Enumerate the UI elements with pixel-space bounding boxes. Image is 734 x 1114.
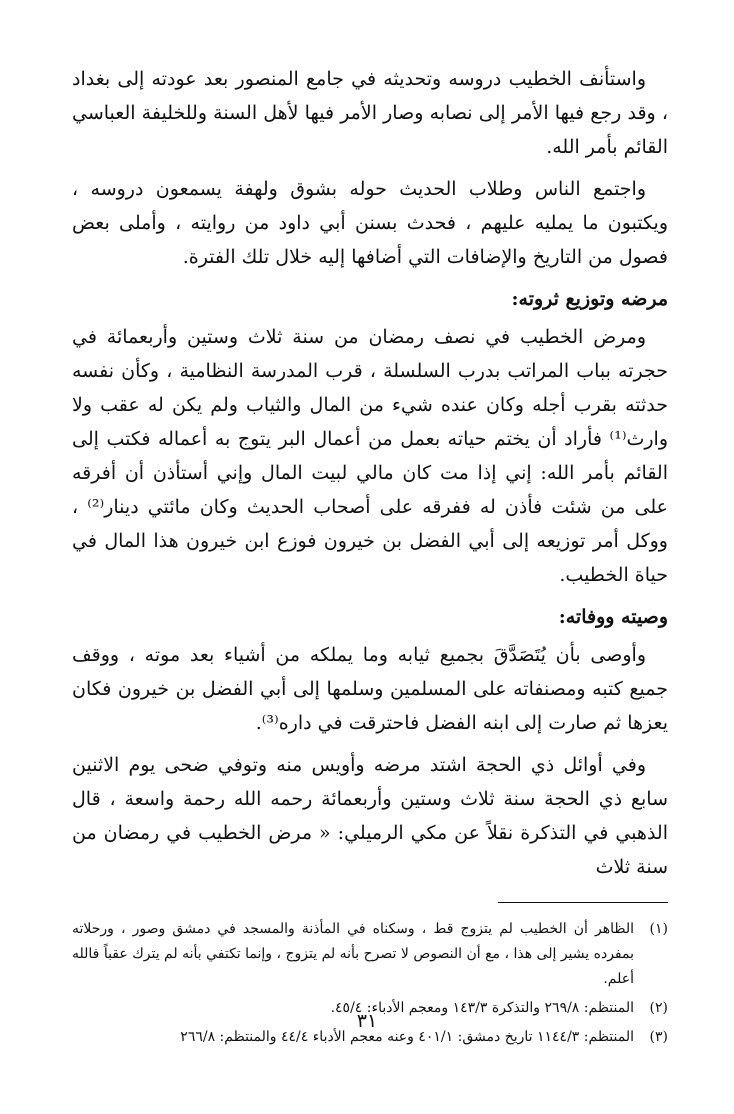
section-heading-will-death: وصيته ووفاته: — [558, 606, 668, 628]
footnote-text: المنتظم: ١١٤٤/٣ تاريخ دمشق: ٤٠١/١ وعنه معجم الأدباء ٤٤/٤ والمنتظم: ٢٦٦/٨ — [180, 1029, 634, 1045]
paragraph-death: وفي أوائل ذي الحجة اشتد مرضه وأويس منه وتوفي ضحى يوم الاثنين سابع ذي الحجة سنة ثلاث وستين وأربعمائة رحمه الله رحمة واسعة ، قال الذهبي في التذكرة نقلاً عن مكي الرميلي: « مرض الخطيب في رمضان من سنة ثلاث — [72, 754, 668, 878]
page-number: ٣١ — [356, 1010, 378, 1032]
paragraph-will: وأوصى بأن يُتَصَدَّقَ بجميع ثيابه وما يملكه من أشياء بعد موته ، ووقف جميع كتبه ومصنفاته على المسلمين وسلمها إلى أبي الفضل بن خيرون فكان يعزها ثم صارت إلى ابنه الفضل فاحترقت في داره⁽³⁾. — [72, 644, 668, 734]
paragraph-students-gather: واجتمع الناس وطلاب الحديث حوله بشوق ولهفة يسمعون دروسه ، ويكتبون ما يمليه عليهم ، فحدث بسنن أبي داود من روايته ، وأملى بعض فصول من التاريخ والإضافات التي أضافها إليه خلال تلك الفترة. — [72, 178, 668, 268]
footnote-number: (٣) — [649, 1029, 668, 1045]
footnote-number: (١) — [649, 921, 668, 937]
footnote-number: (٢) — [649, 1000, 668, 1016]
footnote-text: الظاهر أن الخطيب لم يتزوج قط ، وسكناه في المأذنة والمسجد في دمشق وصور ، ورحلاته بمفرده يشير إلى هذا ، مع أن النصوص لا تصرح بأنه لم يتزوج ، وإنما تكتفي بأنه لم يترك عقباً فالله أعلم. — [72, 921, 634, 987]
section-heading-illness: مرضه وتوزيع ثروته: — [511, 288, 668, 310]
footnote-text: المنتظم: ٢٦٩/٨ والتذكرة ١٤٣/٣ ومعجم الأدباء: ٤٥/٤. — [330, 1000, 634, 1016]
footnote-separator — [498, 902, 668, 903]
page-content — [72, 62, 668, 1054]
footnote — [72, 917, 668, 992]
paragraph-return-to-baghdad: واستأنف الخطيب دروسه وتحديثه في جامع المنصور بعد عودته إلى بغداد ، وقد رجع فيها الأمر إلى نصابه وصار الأمر فيها لأهل السنة وللخليفة العباسي القائم بأمر الله. — [72, 68, 668, 158]
paragraph-illness-wealth: ومرض الخطيب في نصف رمضان من سنة ثلاث وستين وأربعمائة في حجرته بباب المراتب بدرب السلسلة ، قرب المدرسة النظامية ، وكأن نفسه حدثته بقرب أجله وكان عنده شيء من المال والثياب ولم يكن له عقب ولا وارث⁽¹⁾ فأراد أن يختم حياته بعمل من أعمال البر يتوج به أعماله فكتب إلى القائم بأمر الله: إني إذا مت كان مالي لبيت المال وإني أستأذن أن أفرقه على من شئت فأذن له ففرقه على أصحاب الحديث وكان مائتي دينار⁽²⁾ ، ووكل أمر توزيعه إلى أبي الفضل بن خيرون فوزع ابن خيرون هذا المال في حياة الخطيب. — [72, 326, 668, 586]
